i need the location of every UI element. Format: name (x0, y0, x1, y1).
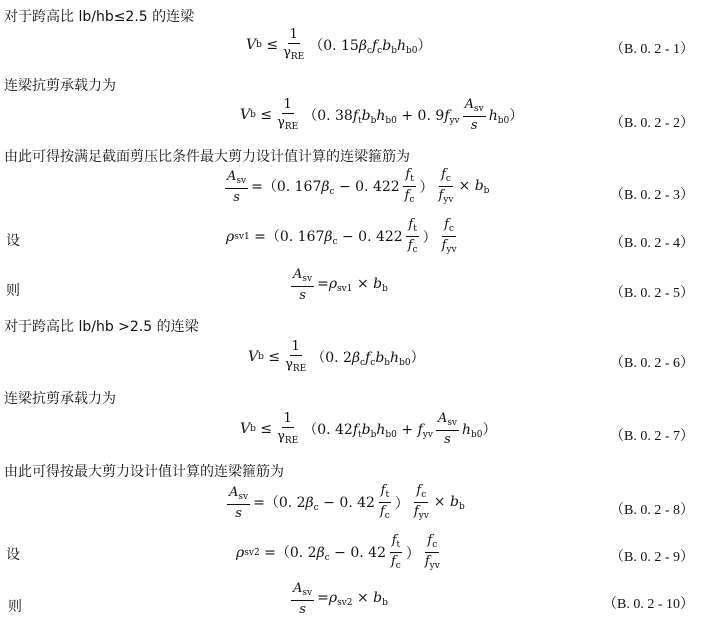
equation-b025: $\frac{A_{sv}}{s}$ $=\rho_{sv1} \times b_b$ (293, 267, 388, 303)
label-then: 则 (6, 283, 20, 299)
equation-number-b026: （B. 0. 2 - 6） (610, 356, 694, 371)
equation-b026: V b ≤ $\frac{1}{\gamma_{RE}}$ （0. $2\beta_cf_cb_bh_{b0}$） (248, 339, 425, 374)
equation-number-b021: （B. 0. 2 - 1） (610, 42, 694, 57)
paragraph-stirrup-max-shear: 由此可得按最大剪力设计值计算的连梁箍筋为 (4, 464, 284, 480)
paragraph-shear-capacity-2: 连梁抗剪承载力为 (4, 391, 116, 407)
equation-b024: ρ sv1 =（0. $167\beta_c - 0$. 422 $\frac{f_t}{f_c}$ ） $\frac{f_c}{f_{yv}}$ (226, 217, 457, 255)
equation-number-b025: （B. 0. 2 - 5） (610, 286, 694, 301)
equation-number-b023: （B. 0. 2 - 3） (610, 188, 694, 203)
equation-b0210: $\frac{A_{sv}}{s}$ $=\rho_{sv2} \times b_b$ (293, 581, 388, 617)
equation-number-b0210: （B. 0. 2 - 10） (603, 597, 694, 612)
label-let: 设 (6, 233, 20, 249)
label-then-2: 则 (8, 599, 22, 615)
equation-number-b029: （B. 0. 2 - 9） (610, 550, 694, 565)
paragraph-span-ratio-le: 对于跨高比 lb/hb≤2.5 的连梁 (4, 9, 195, 25)
equation-number-b027: （B. 0. 2 - 7） (610, 429, 694, 444)
label-let-2: 设 (6, 547, 20, 563)
paragraph-stirrup-ratio-limit: 由此可得按满足截面剪压比条件最大剪力设计值计算的连梁箍筋为 (4, 149, 410, 165)
paragraph-shear-capacity-1: 连梁抗剪承载力为 (4, 78, 116, 94)
equation-number-b024: （B. 0. 2 - 4） (610, 236, 694, 251)
equation-b028: $\frac{A_{sv}}{s}$ =（0. $2\beta_c - 0$. 42 $\frac{f_t}{f_c}$ ） $\frac{f_c}{f_{yv}}$ × $b_b$ (229, 483, 465, 521)
equation-b021: V b ≤ $\frac{1}{\gamma_{RE}}$ （0. $15\beta_cf_cb_bh_{b0}$） (246, 27, 432, 62)
equation-number-b022: （B. 0. 2 - 2） (610, 116, 694, 131)
equation-number-b028: （B. 0. 2 - 8） (610, 503, 694, 518)
equation-b022: V b ≤ $\frac{1}{\gamma_{RE}}$ （0. $38f_tb_bh_{b0} + 0$. $9f_{yv}$ $\frac{A_{sv}}{s}$ $h_{b0}$） (240, 97, 524, 133)
paragraph-span-ratio-gt: 对于跨高比 lb/hb >2.5 的连梁 (4, 319, 199, 335)
equation-b029: ρ sv2 =（0. $2\beta_c - 0$. 42 $\frac{f_t}{f_c}$ ） $\frac{f_c}{f_{yv}}$ (236, 533, 440, 571)
equation-b027: V b ≤ $\frac{1}{\gamma_{RE}}$ （0. $42f_tb_bh_{b0} + f_{yv}$ $\frac{A_{sv}}{s}$ $h_{b0}$） (240, 411, 497, 447)
equation-b023: $\frac{A_{sv}}{s}$ =（0. $167\beta_c - 0$. 422 $\frac{f_t}{f_c}$ ） $\frac{f_c}{f_{yv}}$ × $b_b$ (227, 167, 490, 205)
